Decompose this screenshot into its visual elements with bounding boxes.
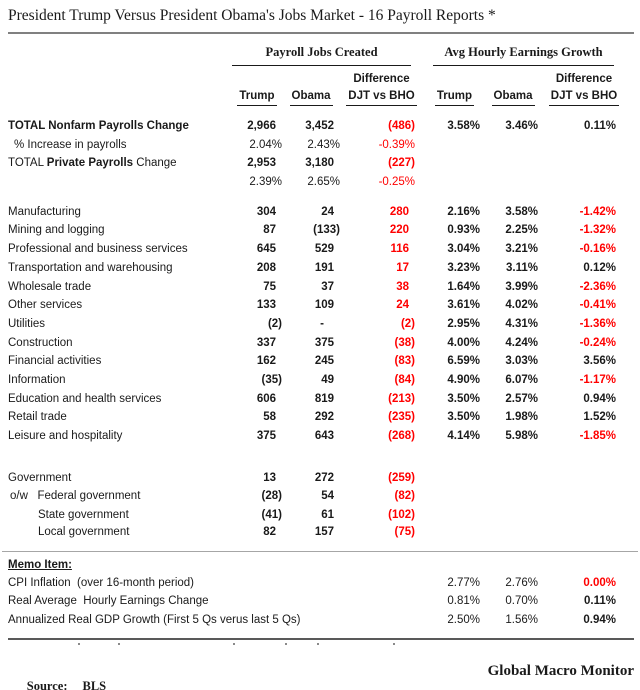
table-body [8,117,640,539]
col-header-diff-earnings: DJT vs BHO [538,89,616,106]
source-note [8,664,106,690]
cell: 3.50% [447,411,480,424]
cell: 2.65% [307,176,340,189]
col-header-trump-earnings: Trump [415,89,480,106]
cell [415,469,480,488]
cell: 61 [321,509,334,522]
cell: 3.99% [505,280,538,293]
cell: 2,953 [247,157,276,170]
table-row [8,173,640,192]
footer [8,663,634,690]
cell: (133) [313,224,340,237]
cell: 1.98% [505,411,538,424]
cell: 2.25% [505,224,538,237]
cell [232,574,282,593]
cell: 2.77% [447,576,480,589]
row-label: Manufacturing [8,205,81,218]
cell: 208 [256,261,276,274]
memo-heading: Memo Item: [8,558,72,571]
table-row [8,469,640,488]
row-label: Wholesale trade [8,280,92,293]
cell: (227) [388,157,415,170]
cell: 13 [263,471,276,484]
table-row [8,117,640,136]
cell: 6.07% [505,373,538,386]
divider-dot [285,643,287,645]
cell: 157 [314,525,334,538]
cell: -0.39% [378,138,415,151]
table-row [8,371,640,390]
row-label: TOTAL Nonfarm Payrolls Change [8,120,189,132]
cell: 643 [314,430,334,442]
row-label: Construction [8,336,73,349]
cell: 4.24% [505,336,538,349]
cell: 38 [396,280,409,293]
column-header-row [8,89,640,106]
divider-dot [233,643,235,645]
cell: 2.43% [307,138,340,151]
row-label: Professional and business services [8,243,188,256]
cell: 4.00% [447,336,480,349]
cell [340,574,415,593]
cell: (213) [388,392,415,405]
cell: -0.24% [579,336,616,349]
cell: (2) [400,317,415,330]
cell: 5.98% [505,430,538,442]
cell [232,611,282,630]
cell: 75 [263,280,276,293]
cell: 3.58% [505,205,538,218]
row-label: Real Average Hourly Earnings Change [8,595,209,608]
cell [480,173,538,192]
cell: 0.93% [447,224,480,237]
row-label: Utilities [8,317,46,330]
cell: 1.64% [447,280,480,293]
cell [480,487,538,506]
cell: 0.12% [583,261,616,274]
cell: (84) [394,373,415,386]
cell [538,506,616,525]
cell: 82 [263,525,276,538]
row-label: Other services [8,299,83,312]
group-header-earnings: Avg Hourly Earnings Growth [433,44,614,66]
cell: 162 [256,355,276,368]
cell: (486) [388,120,415,132]
cell: 0.94% [583,614,616,627]
cell: 375 [256,430,276,442]
cell: 0.94% [583,392,616,405]
cell [538,487,616,506]
cell: 280 [389,205,409,218]
group-gap [411,44,433,66]
cell: (38) [394,336,415,349]
cell: 304 [256,205,276,218]
table-row [8,334,640,353]
brand-name: Global Macro Monitor [487,662,634,679]
table-row [8,408,640,427]
table-row [8,525,640,539]
cell: 4.31% [505,317,538,330]
cell: 1.52% [583,411,616,424]
page-title: President Trump Versus President Obama's Jobs Market - 16 Payroll Reports * [8,7,496,24]
divider-dot [317,643,319,645]
bottom-divider-dots [8,640,640,647]
cell: 2.95% [447,317,480,330]
cell: 4.90% [447,373,480,386]
table-row [8,352,640,371]
spacer [8,73,232,86]
cell: 819 [314,392,334,405]
col-header-trump-jobs: Trump [232,89,282,106]
cell: 220 [389,224,409,237]
cell: -1.42% [579,205,616,218]
cell [480,154,538,173]
spacer [8,89,232,106]
cell: -0.16% [579,243,616,256]
memo-divider [2,551,638,552]
cell: 2.50% [447,614,480,627]
cell: (268) [388,430,415,442]
cell [415,487,480,506]
cell: 49 [321,373,334,386]
cell: (83) [394,355,415,368]
col-header-obama-earnings: Obama [480,89,538,106]
divider-dot [393,643,395,645]
table-row [8,154,640,173]
cell: (82) [394,490,415,503]
cell [538,136,616,155]
cell: (235) [388,411,415,424]
table-row [8,506,640,525]
cell: 245 [314,355,334,368]
group-header-row [8,44,640,66]
cell: 529 [314,243,334,256]
table-row [8,611,640,630]
cell: 375 [314,336,334,349]
cell: 3,452 [305,120,334,132]
table-row [8,390,640,409]
cell: 133 [256,299,276,312]
cell: 1.56% [505,614,538,627]
row-label: Retail trade [8,411,67,424]
cell: 58 [263,411,276,424]
memo-body [8,574,640,630]
cell: 3,180 [305,157,334,170]
cell: 3.50% [447,392,480,405]
divider-dot [78,643,80,645]
cell: 54 [321,490,334,503]
col-header-diff-jobs: DJT vs BHO [340,89,415,106]
cell: 2.39% [249,176,282,189]
row-label: Financial activities [8,355,102,368]
table-row [8,203,640,222]
row-label: CPI Inflation (over 16-month period) [8,576,195,589]
cell: 87 [263,224,276,237]
cell [480,525,538,539]
row-label: % Increase in payrolls [14,138,127,151]
cell: 191 [314,261,334,274]
table-row [8,136,640,155]
table-row [8,221,640,240]
cell: 337 [256,336,276,349]
cell: 3.21% [505,243,538,256]
row-label: TOTAL Private Payrolls Change [8,157,177,170]
cell: 0.70% [505,595,538,608]
table-row [8,315,640,334]
row-label: o/w Federal government [10,490,141,503]
cell [415,525,480,539]
cell: 2.57% [505,392,538,405]
cell: -1.85% [579,430,616,442]
cell: 6.59% [447,355,480,368]
cell: 4.02% [505,299,538,312]
cell: (28) [261,490,282,503]
table-row [8,427,640,446]
cell: 3.11% [506,261,538,274]
cell: 2,966 [247,120,276,132]
cell: 116 [390,243,409,256]
cell: -1.32% [579,224,616,237]
difference-label-row [8,73,640,86]
cell: -0.41% [579,299,616,312]
cell [232,592,282,611]
cell [480,469,538,488]
cell [415,506,480,525]
cell: -1.36% [579,317,616,330]
col-header-obama-jobs: Obama [282,89,340,106]
cell [415,154,480,173]
cell [538,173,616,192]
cell: (75) [394,525,415,538]
group-header-payroll-jobs: Payroll Jobs Created [232,44,411,66]
table-row [8,240,640,259]
cell: 2.04% [249,138,282,151]
cell: (41) [261,509,282,522]
cell [282,574,340,593]
cell [415,173,480,192]
cell [480,136,538,155]
cell [538,525,616,539]
title-divider [8,32,634,34]
cell: (259) [388,471,415,484]
cell: 3.61% [447,299,480,312]
cell: 4.14% [447,430,480,442]
cell: 272 [314,471,334,484]
difference-label-earnings: Difference [555,73,613,85]
source-label: Source: [26,678,68,690]
table-row [8,259,640,278]
cell: 3.58% [447,120,480,132]
table-row [8,487,640,506]
cell: 2.76% [505,576,538,589]
cell: 24 [396,299,409,312]
cell: 3.46% [505,120,538,132]
row-label: Education and health services [8,392,162,405]
cell: (35) [261,373,282,386]
table-row [8,574,640,593]
row-label: Local government [38,525,130,538]
difference-label-jobs: Difference [353,73,410,85]
cell [480,506,538,525]
cell: 0.00% [583,576,616,589]
row-label: Information [8,373,66,386]
cell: 2.16% [447,205,480,218]
cell [282,592,340,611]
cell: 0.11% [584,595,616,608]
cell: 37 [321,280,334,293]
cell: 24 [321,205,334,218]
cell: 3.03% [505,355,538,368]
row-label: Annualized Real GDP Growth (First 5 Qs verus last 5 Qs) [8,614,301,627]
cell: 0.81% [447,595,480,608]
cell: -0.25% [378,176,415,189]
source-value: BLS [82,678,107,690]
cell: 606 [256,392,276,405]
divider-dot [118,643,120,645]
table-row [8,296,640,315]
cell: 3.04% [447,243,480,256]
row-label: Mining and logging [8,224,105,237]
cell: (2) [267,317,282,330]
cell: 3.23% [447,261,480,274]
cell: 17 [396,261,409,274]
cell: 109 [314,299,334,312]
cell: -2.36% [579,280,616,293]
cell [340,611,415,630]
cell [538,469,616,488]
cell: 3.56% [583,355,616,368]
cell [282,611,340,630]
cell [415,136,480,155]
cell: -1.17% [579,373,616,386]
row-label: Transportation and warehousing [8,261,173,274]
group-spacer [8,44,232,66]
row-label: Government [8,471,72,484]
table-row [8,592,640,611]
cell: 0.11% [584,120,616,132]
row-label [8,173,232,192]
cell [538,154,616,173]
table-row [8,278,640,297]
cell: - [320,317,324,330]
cell [340,592,415,611]
cell: 292 [314,411,334,424]
row-label: Leisure and hospitality [8,430,123,442]
cell: 645 [256,243,276,256]
cell: (102) [388,509,415,522]
row-label: State government [38,509,129,522]
